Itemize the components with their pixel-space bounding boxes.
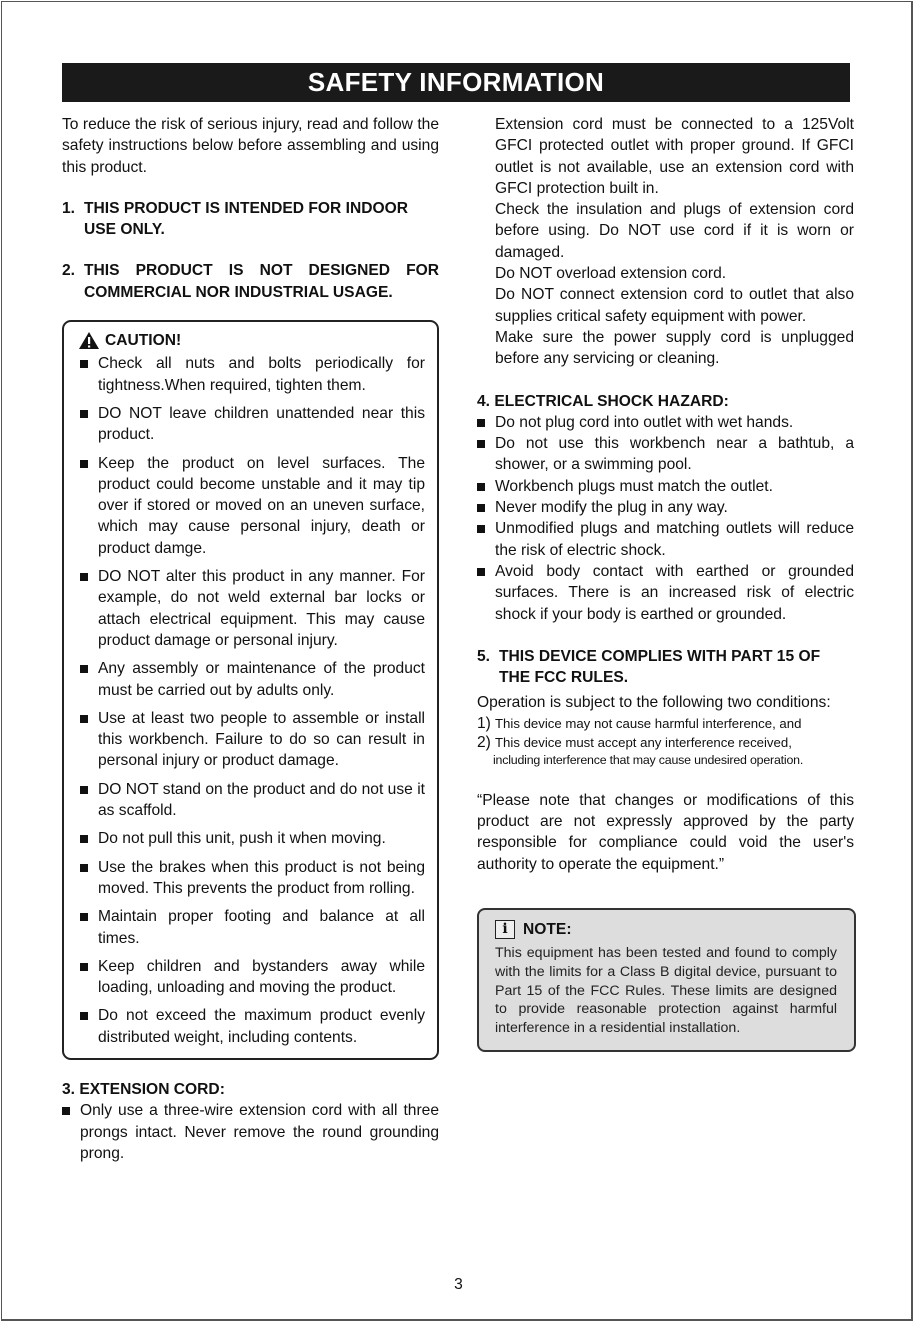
caution-item-text: DO NOT stand on the product and do not use it as scaffold.: [98, 780, 425, 820]
bullet-square-icon: [62, 1107, 70, 1115]
caution-item-text: Do not exceed the maximum product evenly distributed weight, including contents.: [98, 1007, 425, 1046]
fcc-lead: Operation is subject to the following two conditions:: [477, 694, 831, 712]
right-column: [477, 114, 854, 1052]
left-column: [62, 114, 439, 1164]
extension-cord-paragraph: Make sure the power supply cord is unplugged before any servicing or cleaning.: [495, 328, 854, 368]
warning-triangle-icon: [78, 331, 100, 350]
note-text: This equipment has been tested and found to comply with the limits for a Class B digital device, pursuant to Part 15 of the FCC Rules. These limits are designed to provide reasonable protection against harmful interference in a residential installation.: [495, 945, 837, 1037]
bullet-square-icon: [80, 360, 88, 368]
caution-title-text: CAUTION!: [105, 332, 182, 350]
extension-cord-paragraph: Do NOT connect extension cord to outlet that also supplies critical safety equipment with power.: [495, 286, 854, 325]
caution-item: [78, 857, 425, 900]
shock-hazard-item: [477, 476, 854, 497]
section-2-heading: [62, 260, 439, 303]
bullet-square-icon: [477, 419, 485, 427]
caution-item: [78, 779, 425, 822]
shock-hazard-item-text: Unmodified plugs and matching outlets will reduce the risk of electric shock.: [495, 520, 854, 559]
caution-item-text: Keep children and bystanders away while loading, unloading and moving the product.: [98, 957, 425, 997]
bullet-square-icon: [80, 913, 88, 921]
bullet-square-icon: [477, 440, 485, 448]
caution-item-text: Any assembly or maintenance of the product must be carried out by adults only.: [98, 660, 425, 699]
caution-item-text: Maintain proper footing and balance at all times.: [98, 908, 425, 947]
caution-item: [78, 566, 425, 651]
bullet-square-icon: [477, 525, 485, 533]
fcc-quote: “Please note that changes or modifications of this product are not expressly approved by the party responsible for compliance could void the user's authority to operate the equipment.”: [477, 791, 854, 873]
note-title-text: NOTE:: [523, 920, 572, 938]
caution-item: [78, 708, 425, 772]
section-2-text: THIS PRODUCT IS NOT DESIGNED FOR COMMERCIAL NOR INDUSTRIAL USAGE.: [84, 262, 439, 301]
extension-cord-paragraph: Check the insulation and plugs of extension cord before using. Do NOT use cord if it is worn or damaged.: [495, 201, 854, 261]
caution-item: [78, 658, 425, 701]
shock-hazard-item-text: Never modify the plug in any way.: [495, 499, 728, 517]
caution-item-text: DO NOT alter this product in any manner. For example, do not weld external bar locks or attach electrical equipment. This may cause product damage or personal injury.: [98, 568, 425, 649]
caution-item-text: Check all nuts and bolts periodically for tightness.When required, tighten them.: [98, 355, 425, 394]
caution-item-text: Keep the product on level surfaces. The product could become unstable and it may tip over if stored or moved on an uneven surface, which may cause personal injury, death or product damge.: [98, 454, 425, 557]
caution-item-text: DO NOT leave children unattended near this product.: [98, 404, 425, 444]
bullet-square-icon: [80, 715, 88, 723]
note-title: [495, 919, 837, 940]
bullet-square-icon: [477, 483, 485, 491]
fcc-condition-number: 2): [477, 733, 491, 751]
section-1-heading: [62, 198, 439, 241]
caution-item: [78, 353, 425, 396]
caution-item: [78, 453, 425, 559]
extension-cord-paragraph: Do NOT overload extension cord.: [495, 265, 727, 283]
caution-item: [78, 956, 425, 999]
caution-item: [78, 828, 425, 849]
shock-hazard-item-text: Do not use this workbench near a bathtub, a shower, or a swimming pool.: [495, 435, 854, 474]
bullet-square-icon: [80, 410, 88, 418]
section-4-heading: 4. ELECTRICAL SHOCK HAZARD:: [477, 392, 729, 410]
shock-hazard-item-text: Do not plug cord into outlet with wet hands.: [495, 413, 794, 431]
bullet-square-icon: [477, 568, 485, 576]
section-5-text: THIS DEVICE COMPLIES WITH PART 15 OF THE FCC RULES.: [499, 647, 821, 687]
shock-hazard-item-text: Workbench plugs must match the outlet.: [495, 477, 773, 495]
bullet-square-icon: [80, 1012, 88, 1020]
caution-item: [78, 403, 425, 446]
fcc-condition: [477, 733, 854, 752]
caution-item: [78, 1005, 425, 1048]
extension-cord-continued: [477, 114, 854, 370]
fcc-condition-number: 1): [477, 714, 491, 732]
caution-item-text: Use at least two people to assemble or install this workbench. Failure to do so can result in personal injury or product damage.: [98, 709, 425, 770]
shock-hazard-item: [477, 561, 854, 625]
extension-cord-item: [62, 1100, 439, 1164]
caution-item: [78, 906, 425, 949]
bullet-square-icon: [80, 963, 88, 971]
section-5-number: 5.: [477, 647, 491, 665]
shock-hazard-item-text: Avoid body contact with earthed or grounded surfaces. There is an increased risk of electric shock if your body is earthed or grounded.: [495, 562, 854, 623]
caution-item-text: Do not pull this unit, push it when moving.: [98, 830, 386, 848]
extension-cord-paragraph: Extension cord must be connected to a 125Volt GFCI protected outlet with proper ground. If GFCI outlet is not available, use an extension cord with GFCI protection built in.: [495, 116, 854, 197]
shock-hazard-item: [477, 518, 854, 561]
bullet-square-icon: [80, 786, 88, 794]
shock-hazard-list: [477, 412, 854, 625]
fcc-condition-continued: including interference that may cause undesired operation.: [493, 752, 804, 767]
shock-hazard-item: [477, 497, 854, 518]
section-1-text: THIS PRODUCT IS INTENDED FOR INDOOR USE ONLY.: [84, 199, 409, 239]
intro-paragraph: To reduce the risk of serious injury, read and follow the safety instructions below before assembling and using this product.: [62, 116, 439, 176]
page-title: SAFETY INFORMATION: [62, 63, 850, 102]
bullet-square-icon: [80, 460, 88, 468]
section-1-number: 1.: [62, 199, 76, 217]
bullet-square-icon: [80, 665, 88, 673]
fcc-condition-text: This device must accept any interference received,: [495, 734, 792, 750]
section-5-heading: [477, 646, 854, 689]
caution-title: [78, 330, 425, 351]
page-number: 3: [454, 1276, 463, 1293]
section-3-heading: 3. EXTENSION CORD:: [62, 1080, 225, 1098]
fcc-condition: [477, 714, 854, 733]
shock-hazard-item: [477, 412, 854, 433]
bullet-square-icon: [477, 504, 485, 512]
bullet-square-icon: [80, 864, 88, 872]
note-box: [477, 908, 856, 1052]
shock-hazard-item: [477, 433, 854, 476]
caution-item-text: Use the brakes when this product is not being moved. This prevents the product from rolling.: [98, 858, 425, 897]
extension-cord-item-text: Only use a three-wire extension cord with all three prongs intact. Never remove the round grounding prong.: [80, 1102, 439, 1162]
section-2-number: 2.: [62, 262, 76, 280]
fcc-condition-text: This device may not cause harmful interference, and: [495, 715, 802, 731]
info-icon: i: [495, 920, 515, 939]
bullet-square-icon: [80, 835, 88, 843]
bullet-square-icon: [80, 573, 88, 581]
caution-box: [62, 320, 439, 1060]
